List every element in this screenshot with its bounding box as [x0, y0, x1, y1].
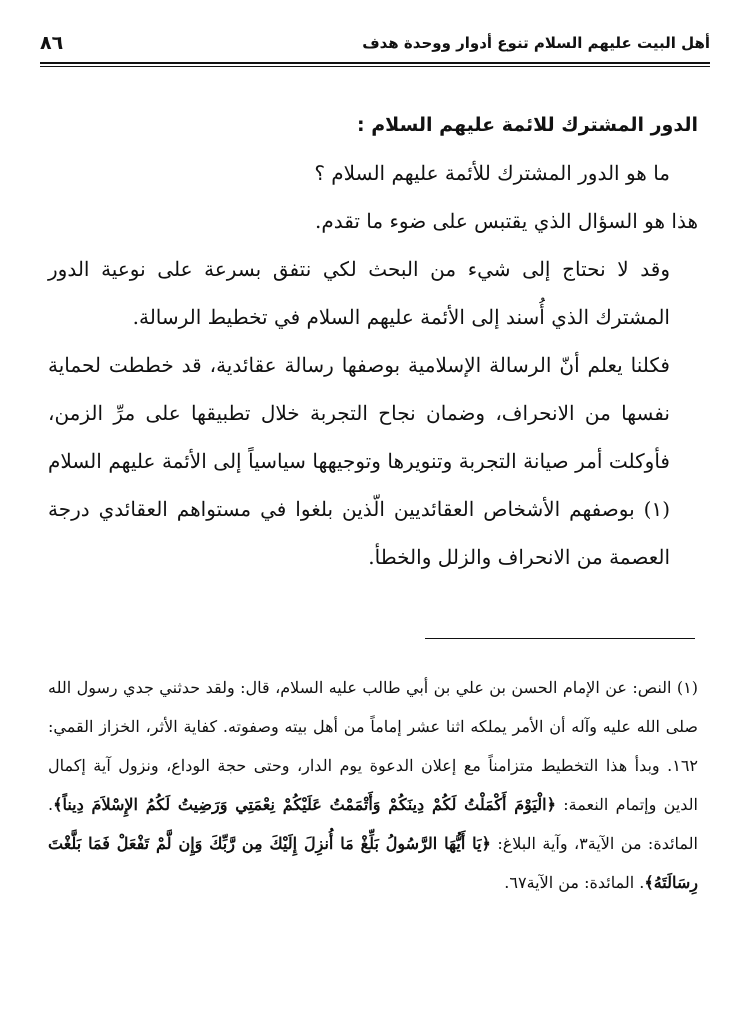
footnote-rule: [425, 638, 695, 639]
footnote-verse-1: ﴿الْيَوْمَ أَكْمَلْتُ لَكُمْ دِينَكُمْ وَأَتْمَمْتُ عَلَيْكُمْ نِعْمَتِي وَرَضِيتُ لَكُمُ الإِسْلاَمَ دِيناً﴾: [53, 795, 556, 814]
section-heading: الدور المشترك للائمة عليهم السلام :: [357, 114, 698, 136]
footnote: [48, 668, 698, 902]
paragraph-3: فكلنا يعلم أنّ الرسالة الإسلامية بوصفها رسالة عقائدية، قد خططت لحماية نفسها من الانحراف، وضمان نجاح التجربة خلال تطبيقها على مرِّ الزمن، فأوكلت أمر صيانة التجربة وتنويرها وتوجيهها سياسياً إلى الأئمة عليهم السلام (١) بوصفهم الأشخاص العقائديين الّذين بلغوا في مستواهم العقائدي درجة العصمة من الانحراف والزلل والخطأ.: [48, 353, 670, 569]
footnote-verse-2: ﴿يَا أَيُّهَا الرَّسُولُ بَلِّغْ مَا أُنزِلَ إِلَيْكَ مِن رَّبِّكَ وَإِن لَّمْ تَفْعَلْ فَمَا بَلَّغْتَ رِسَالَتَهُ﴾: [48, 834, 698, 892]
page-number: ٨٦: [40, 32, 64, 54]
header-title: أهل البيت عليهم السلام تنوع أدوار ووحدة هدف: [362, 34, 710, 52]
paragraph-1: هذا هو السؤال الذي يقتبس على ضوء ما تقدم.: [315, 209, 698, 233]
main-text: [48, 100, 698, 581]
running-header: [40, 32, 710, 62]
footnote-text-1: (١) النص: عن الإمام الحسن بن علي بن أبي طالب عليه السلام، قال: ولقد حدثني جدي رسول الله صلى الله عليه وآله أن الأمر يملكه اثنا عشر إماماً من أهل بيته وصفوته. كفاية الأثر، الخزاز القمي: ١٦٢. وبدأ هذا التخطيط متزامناً مع إعلان الدعوة يوم الدار، وحتى حجة الوداع، ونزول آية إكمال الدين وإتمام النعمة:: [48, 678, 699, 814]
question-paragraph: ما هو الدور المشترك للأئمة عليهم السلام ؟: [314, 161, 670, 185]
footnote-text-3: . المائدة: من الآية٦٧.: [504, 873, 645, 892]
header-rule: [40, 62, 710, 67]
footnote-text-2: . المائدة: من الآية٣، وآية البلاغ:: [48, 795, 699, 853]
paragraph-2: وقد لا نحتاج إلى شيء من البحث لكي نتفق بسرعة على نوعية الدور المشترك الذي أُسند إلى الأئمة عليهم السلام في تخطيط الرسالة.: [48, 257, 670, 329]
